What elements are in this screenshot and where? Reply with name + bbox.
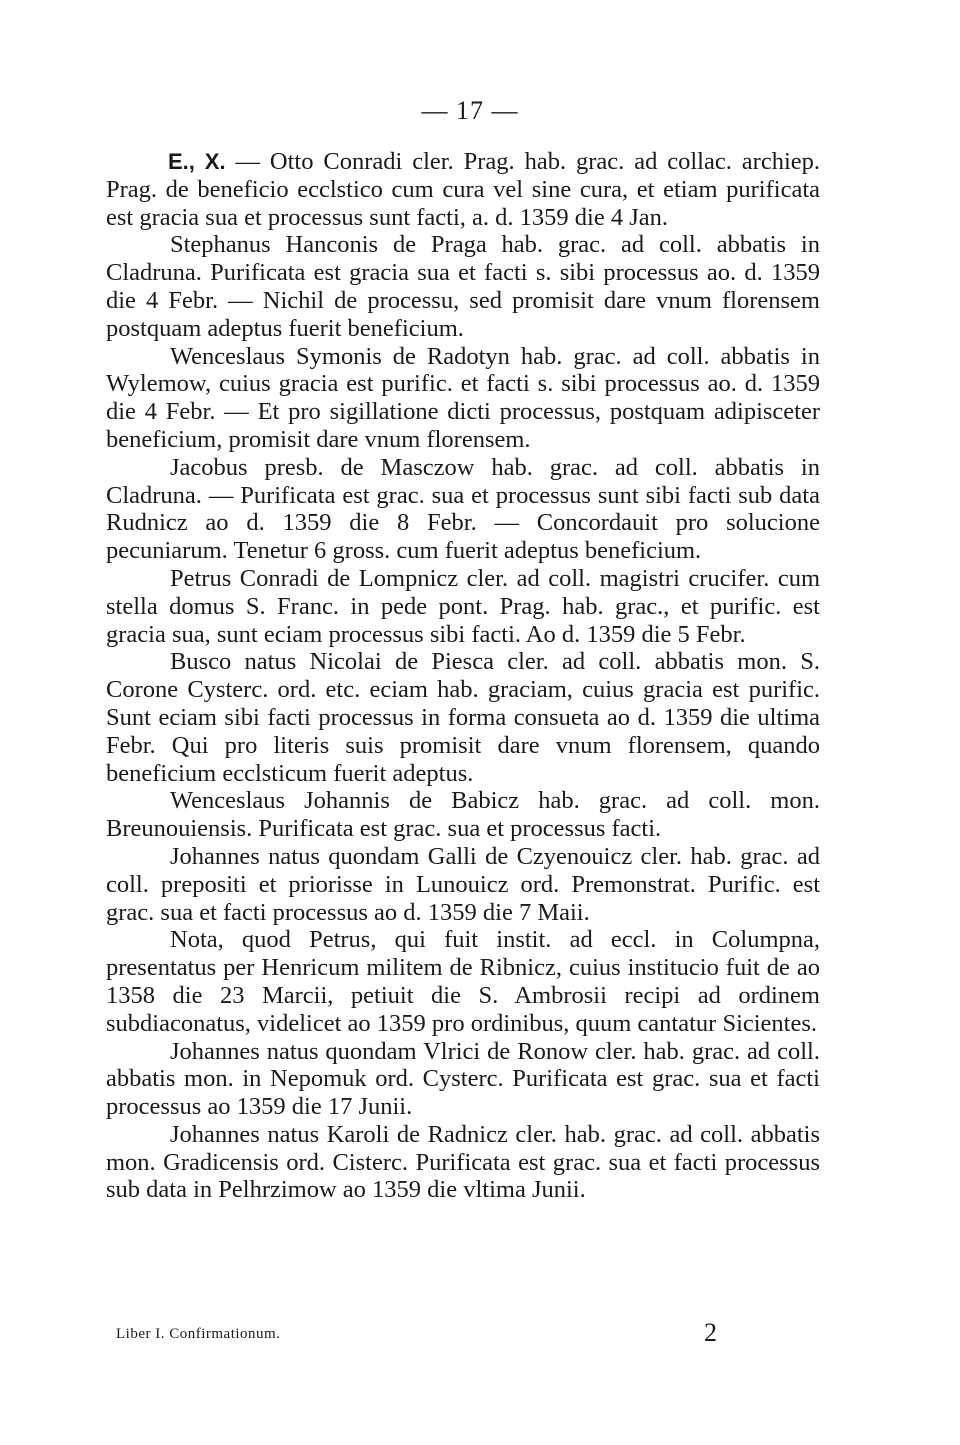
page-footer: [0, 1318, 960, 1352]
entry-otto-conradi: [106, 148, 820, 231]
footer-signature-number: 2: [704, 1318, 717, 1347]
entry-johannes-karoli: [106, 1121, 820, 1204]
entry-wenceslaus-symonis: [106, 343, 820, 454]
entry-text: Johannes natus quondam Galli de Czyenouicz cler. hab. grac. ad coll. prepositi et priorisse in Lunouicz ord. Premonstrat. Purific. est grac. sua et facti processus ao d. 1359 die 7 Maii.: [106, 842, 820, 926]
entry-text: Jacobus presb. de Masczow hab. grac. ad coll. abbatis in Cladruna. — Purificata est grac. sua et processus sunt sibi facti sub data Rudnicz ao d. 1359 die 8 Febr. — Concordauit pro solucione pecuniarum. Tenetur 6 gross. cum fuerit adeptus beneficium.: [106, 453, 820, 565]
entry-stephanus-hanconis: [106, 231, 820, 342]
entry-text: Wenceslaus Symonis de Radotyn hab. grac. ad coll. abbatis in Wylemow, cuius gracia est purific. et facti s. sibi processus ao. d. 1359 die 4 Febr. — Et pro sigillatione dicti processus, postquam adipisceter beneficium, promisit dare vnum florensem.: [106, 342, 820, 453]
entry-jacobus-presb: [106, 454, 820, 565]
footer-signature-title: Liber I. Confirmationum.: [116, 1326, 281, 1342]
entry-wenceslaus-johannis: [106, 787, 820, 843]
entry-text: Nota, quod Petrus, qui fuit instit. ad eccl. in Columpna, presentatus per Henricum militem de Ribnicz, cuius institucio fuit de ao 1358 die 23 Marcii, petiuit die S. Ambrosii recipi ad ordinem subdiaconatus, videlicet ao 1359 pro ordinibus, quum cantatur Sicientes.: [106, 926, 820, 1037]
page-number: — 17 —: [421, 96, 519, 125]
entry-sigla: E., X.: [168, 149, 226, 174]
entry-text: Busco natus Nicolai de Piesca cler. ad coll. abbatis mon. S. Corone Cysterc. ord. etc. eciam hab. graciam, cuius gracia est purific. Sunt eciam sibi facti processus in forma consueta ao d. 1359 die ultima Febr. Qui pro literis suis promisit dare vnum florensem, quando beneficium ecclsticum fuerit adeptus.: [106, 648, 820, 787]
entry-text: Johannes natus Karoli de Radnicz cler. hab. grac. ad coll. abbatis mon. Gradicensis ord. Cisterc. Purificata est grac. sua et facti processus sub data in Pelhrzimow ao 1359 die vltima Junii.: [106, 1120, 820, 1204]
entry-text: Stephanus Hanconis de Praga hab. grac. ad coll. abbatis in Cladruna. Purificata est gracia sua et facti s. sibi processus ao. d. 1359 die 4 Febr. — Nichil de processu, sed promisit dare vnum florensem postquam adeptus fuerit beneficium.: [106, 231, 820, 342]
entry-johannes-vlrici: [106, 1038, 820, 1121]
entry-nota-petrus: [106, 926, 820, 1037]
entry-text: — Otto Conradi cler. Prag. hab. grac. ad collac. archiep. Prag. de beneficio ecclstico cum cura vel sine cura, et etiam purificata est gracia sua et processus sunt facti, a. d. 1359 die 4 Jan.: [106, 148, 820, 231]
entry-petrus-conradi: [106, 565, 820, 648]
entry-johannes-galli: [106, 843, 820, 926]
entry-text: Wenceslaus Johannis de Babicz hab. grac. ad coll. mon. Breunouiensis. Purificata est grac. sua et processus facti.: [106, 787, 820, 843]
entry-text: Johannes natus quondam Vlrici de Ronow cler. hab. grac. ad coll. abbatis mon. in Nepomuk ord. Cysterc. Purificata est grac. sua et facti processus ao 1359 die 17 Junii.: [106, 1037, 820, 1121]
entry-text: Petrus Conradi de Lompnicz cler. ad coll. magistri crucifer. cum stella domus S. Franc. in pede pont. Prag. hab. grac., et purific. est gracia sua, sunt eciam processus sibi facti. Ao d. 1359 die 5 Febr.: [106, 564, 820, 648]
entry-busco-nicolai: [106, 648, 820, 787]
document-body: [106, 148, 820, 1204]
